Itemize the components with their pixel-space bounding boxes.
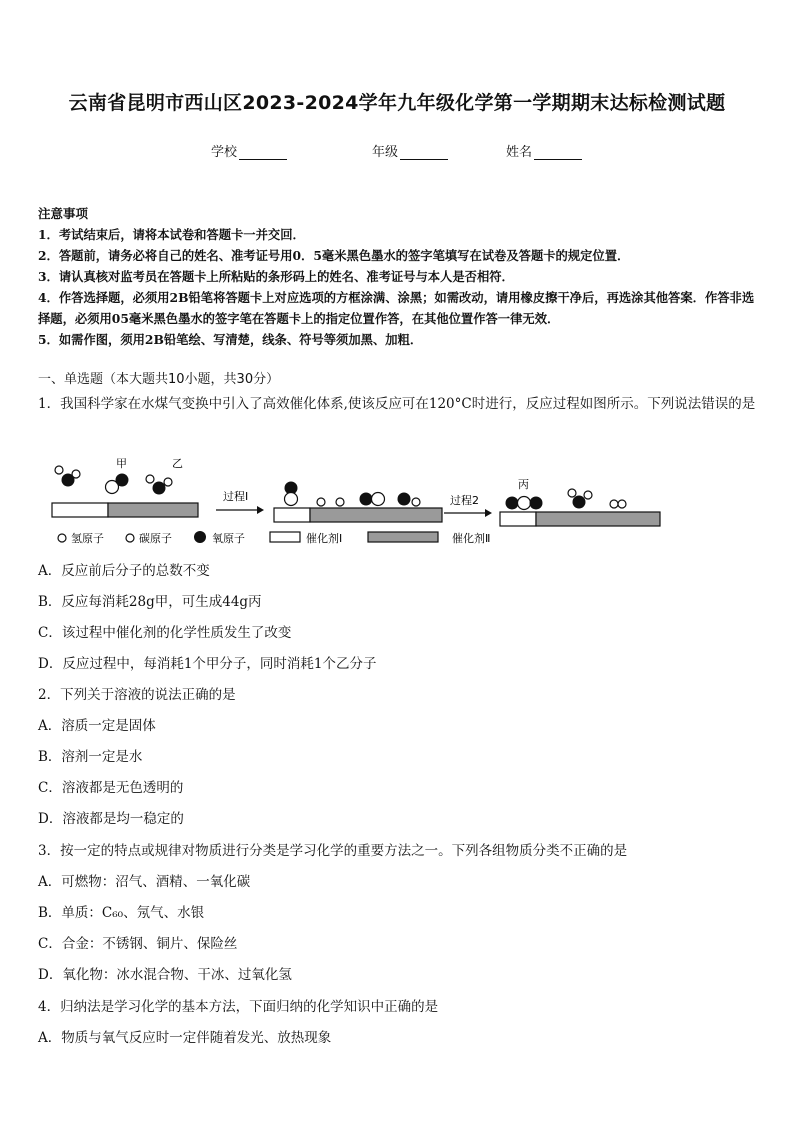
molecule-water-yi bbox=[146, 475, 172, 495]
label-yi: 乙 bbox=[172, 457, 183, 470]
legend-o-symbol bbox=[194, 531, 206, 543]
q1-option-b[interactable]: B．反应每消耗28g甲，可生成44g丙 bbox=[38, 594, 262, 610]
question-2-stem: 2．下列关于溶液的说法正确的是 bbox=[38, 687, 236, 703]
q3-option-a[interactable]: A．可燃物：沼气、酒精、一氧化碳 bbox=[38, 874, 251, 890]
molecule-water-1 bbox=[55, 466, 80, 487]
school-label: 学校 bbox=[211, 145, 238, 160]
section-heading: 一、单选题（本大题共10小题，共30分） bbox=[38, 372, 280, 387]
legend-o-label: 氧原子 bbox=[212, 532, 245, 545]
notes-heading: 注意事项 bbox=[38, 206, 89, 221]
catalyst-1-block bbox=[500, 512, 536, 526]
q2-option-a[interactable]: A．溶质一定是固体 bbox=[38, 718, 156, 734]
q3-option-c[interactable]: C．合金：不锈钢、铜片、保险丝 bbox=[38, 936, 238, 952]
note-item: 2．答题前，请务必将自己的姓名、准考证号用0．5毫米黑色墨水的签字笔填写在试卷及答题卡的规定位置． bbox=[38, 248, 630, 263]
q4-option-a[interactable]: A．物质与氧气反应时一定伴随着发光、放热现象 bbox=[38, 1030, 332, 1046]
label-bing: 丙 bbox=[518, 478, 529, 491]
legend-cat2-symbol bbox=[368, 532, 438, 542]
note-item: 1．考试结束后，请将本试卷和答题卡一并交回． bbox=[38, 227, 305, 242]
grade-blank[interactable] bbox=[400, 145, 448, 160]
molecule-co2-bing bbox=[506, 497, 543, 510]
molecule-water-product bbox=[568, 489, 592, 509]
label-jia: 甲 bbox=[116, 457, 127, 470]
question-1-stem: 1．我国科学家在水煤气变换中引入了高效催化体系,使该反应可在120°C时进行，反应过程如图所示。下列说法错误的是 bbox=[38, 396, 756, 412]
note-item: 4．作答选择题，必须用2B铅笔将答题卡上对应选项的方框涂满、涂黑；如需改动，请用橡皮擦干净后，再选涂其他答案．作答非选择题，必须用05毫米黑色墨水的签字笔在答题卡上的指定位置作答，在其他位置作答一律无效． bbox=[38, 290, 755, 326]
note-item: 5．如需作图，须用2B铅笔绘、写清楚，线条、符号等须加黑、加粗． bbox=[38, 332, 423, 347]
molecule-co-jia bbox=[106, 474, 129, 494]
catalyst-2-block bbox=[536, 512, 660, 526]
legend-h-label: 氢原子 bbox=[71, 532, 104, 545]
q3-option-b[interactable]: B．单质：C₆₀、氖气、水银 bbox=[38, 905, 205, 921]
catalyst-1-block bbox=[52, 503, 108, 517]
legend-cat2-label: 催化剂Ⅱ bbox=[452, 532, 491, 545]
adsorbed-oh-2 bbox=[398, 493, 421, 507]
page-title: 云南省昆明市西山区2023-2024学年九年级化学第一学期期末达标检测试题 bbox=[68, 92, 726, 114]
reaction-process-diagram bbox=[38, 455, 678, 555]
question-4-stem: 4．归纳法是学习化学的基本方法，下面归纳的化学知识中正确的是 bbox=[38, 999, 439, 1015]
legend-cat1-symbol bbox=[270, 532, 300, 542]
catalyst-2-block bbox=[310, 508, 442, 522]
h-atom bbox=[336, 498, 344, 506]
q2-option-c[interactable]: C．溶液都是无色透明的 bbox=[38, 780, 184, 796]
q1-option-a[interactable]: A．反应前后分子的总数不变 bbox=[38, 563, 210, 579]
school-field[interactable] bbox=[211, 141, 287, 160]
exam-notes bbox=[38, 204, 758, 350]
school-blank[interactable] bbox=[239, 145, 287, 160]
process-1-label: 过程Ⅰ bbox=[223, 490, 249, 503]
process-2-label: 过程2 bbox=[450, 494, 479, 507]
q3-option-d[interactable]: D．氧化物：冰水混合物、干冰、过氧化氢 bbox=[38, 967, 292, 983]
q1-option-c[interactable]: C．该过程中催化剂的化学性质发生了改变 bbox=[38, 625, 292, 641]
arrow-head-2 bbox=[485, 509, 492, 517]
name-label: 姓名 bbox=[506, 145, 533, 160]
name-field[interactable] bbox=[506, 141, 582, 160]
arrow-head-1 bbox=[257, 506, 264, 514]
catalyst-2-block bbox=[108, 503, 198, 517]
student-info-row bbox=[0, 141, 794, 161]
adsorbed-co-1 bbox=[360, 493, 385, 506]
grade-field[interactable] bbox=[372, 141, 448, 160]
legend-h-symbol bbox=[58, 534, 66, 542]
question-3-stem: 3．按一定的特点或规律对物质进行分类是学习化学的重要方法之一。下列各组物质分类不正确的是 bbox=[38, 843, 628, 859]
grade-label: 年级 bbox=[372, 145, 399, 160]
h-atom bbox=[317, 498, 325, 506]
q1-option-d[interactable]: D．反应过程中，每消耗1个甲分子，同时消耗1个乙分子 bbox=[38, 656, 377, 672]
q2-option-d[interactable]: D．溶液都是均一稳定的 bbox=[38, 811, 184, 827]
adsorbed-oh-group bbox=[285, 482, 298, 506]
catalyst-1-block bbox=[274, 508, 310, 522]
legend-c-label: 碳原子 bbox=[139, 532, 172, 545]
legend-c-symbol bbox=[126, 534, 134, 542]
note-item: 3．请认真核对监考员在答题卡上所粘贴的条形码上的姓名、准考证号与本人是否相符． bbox=[38, 269, 514, 284]
name-blank[interactable] bbox=[534, 145, 582, 160]
legend-cat1-label: 催化剂Ⅰ bbox=[306, 532, 343, 545]
molecule-h2-product bbox=[610, 500, 626, 508]
q2-option-b[interactable]: B．溶剂一定是水 bbox=[38, 749, 143, 765]
